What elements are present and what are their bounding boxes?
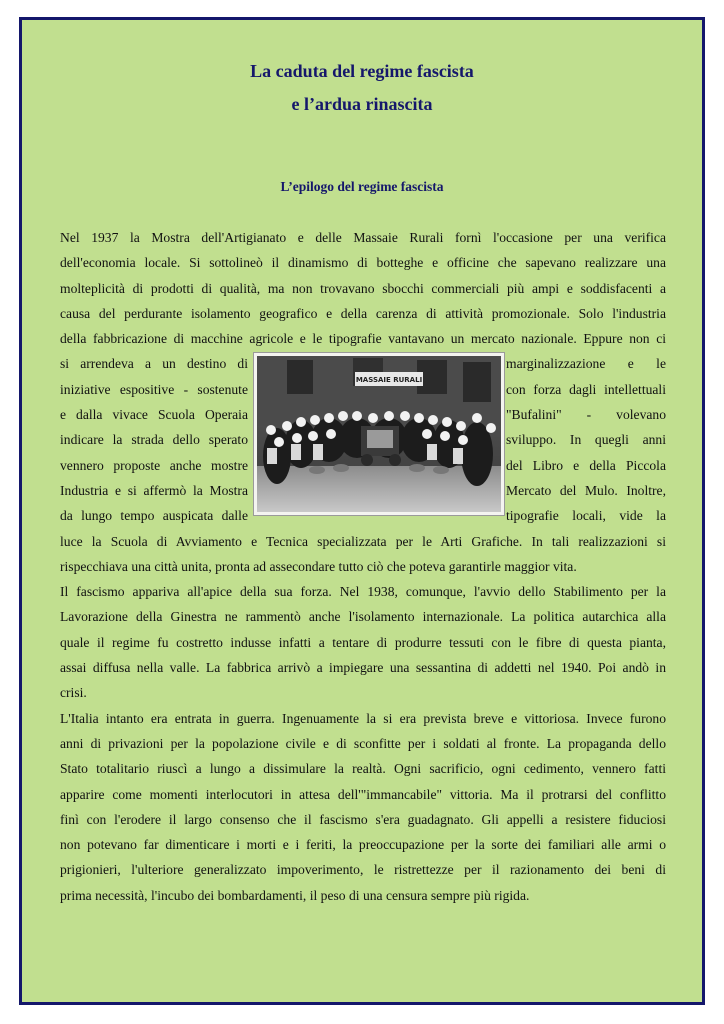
- page-title-line-1: La caduta del regime fascista: [250, 61, 474, 81]
- text-line: assai diffusa nella valle. La fabbrica arrivò a impiegare una sessantina di addetti nel 1940. Poi andò in: [60, 660, 666, 676]
- text-line: apparire come momenti interlocutori in attesa dell'"immancabile" vittoria. Ma il protrarsi del conflitto: [60, 786, 666, 802]
- historical-photo-icon: [257, 356, 501, 512]
- text-line: Lavorazione della Ginestra ne rammentò anche l'isolamento internazionale. La politica autarchica alla: [60, 609, 666, 625]
- text-line: L'Italia intanto era entrata in guerra. Ingenuamente la si era prevista breve e vittoriosa. Invece furono: [60, 710, 666, 726]
- text-line: rispecchiava una città unita, pronta ad assecondare tutto ciò che poteva garantirle maggior vita.: [60, 558, 577, 574]
- text-line: finì con l'erodere il largo consenso che il fascismo s'era guadagnato. Gli appelli a resistere fiduciosi: [60, 811, 666, 827]
- text-line: prima necessità, l'incubo dei bombardamenti, il peso di una censura sempre più rigida.: [60, 887, 530, 903]
- historical-photo: [253, 352, 505, 516]
- text-line: Nel 1937 la Mostra dell'Artigianato e delle Massaie Rurali fornì l'occasione per una verifica: [60, 230, 666, 245]
- text-line: Il fascismo appariva all'apice della sua forza. Nel 1938, comunque, l'avvio dello Stabilimento per la: [60, 584, 666, 600]
- text-segment-left: indicare la strada dello sperato: [60, 432, 248, 448]
- photo-banner-text: MASSAIE RURALI: [355, 376, 423, 384]
- text-segment-left: iniziative espositive - sostenute: [60, 381, 248, 397]
- text-line: crisi.: [60, 685, 87, 701]
- text-line: prigionieri, l'ulteriore generalizzato impoverimento, le ristrettezze per il razionamento dei beni di: [60, 862, 666, 878]
- page-title-line-2: e l’ardua rinascita: [291, 94, 433, 114]
- article-body: [60, 225, 666, 908]
- text-line: luce la Scuola di Avviamento e Tecnica specializzata per le Arti Grafiche. In tali realizzazioni si: [60, 533, 666, 549]
- text-line: non potevano far dimenticare i morti e i feriti, la preoccupazione per la sorte dei familiari alle armi o: [60, 837, 666, 853]
- text-segment-left: e dalla vivace Scuola Operaia: [60, 407, 248, 423]
- text-segment-right: con forza dagli intellettuali: [506, 381, 666, 397]
- text-segment-left: Industria e si affermò la Mostra: [60, 482, 248, 498]
- text-line: Stato totalitario riuscì a lungo a dissimulare la realtà. Ogni sacrificio, ogni cedimento, vennero fatti: [60, 761, 666, 777]
- text-line: molteplicità di prodotti di qualità, ma non trovavano sbocchi commerciali più ampi e soddisfacenti a: [60, 280, 666, 296]
- section-subtitle: L’epilogo del regime fascista: [280, 179, 444, 194]
- text-line: della fabbricazione di macchine agricole e le tipografie vantavano un mercato nazionale. Eppure non ci: [60, 331, 666, 347]
- text-segment-right: tipografie locali, vide la: [506, 508, 666, 524]
- text-line: quale il regime fu costretto indusse infatti a tentare di produrre tessuti con le fibre di questa pianta,: [60, 634, 666, 650]
- text-segment-right: marginalizzazione e le: [506, 356, 666, 372]
- text-segment-right: "Bufalini" - volevano: [506, 407, 666, 423]
- document-page: [19, 17, 705, 1005]
- text-segment-left: vennero proposte anche mostre: [60, 457, 248, 473]
- text-segment-right: Mercato del Mulo. Inoltre,: [506, 482, 666, 498]
- text-line: dell'economia locale. Si sottolineò il dinamismo di botteghe e officine che sapevano realizzare una: [60, 255, 666, 271]
- text-segment-left: si arrendeva a un destino di: [60, 356, 248, 372]
- text-line: anni di privazioni per la popolazione civile e di sconfitte per i soldati al fronte. La propaganda dello: [60, 735, 666, 751]
- text-segment-left: da lungo tempo auspicata dalle: [60, 508, 248, 524]
- text-segment-right: sviluppo. In quegli anni: [506, 432, 666, 448]
- text-segment-right: del Libro e della Piccola: [506, 457, 666, 473]
- text-line: causa del perdurante isolamento geografico e della carenza di attività promozionale. Solo l'industria: [60, 305, 666, 321]
